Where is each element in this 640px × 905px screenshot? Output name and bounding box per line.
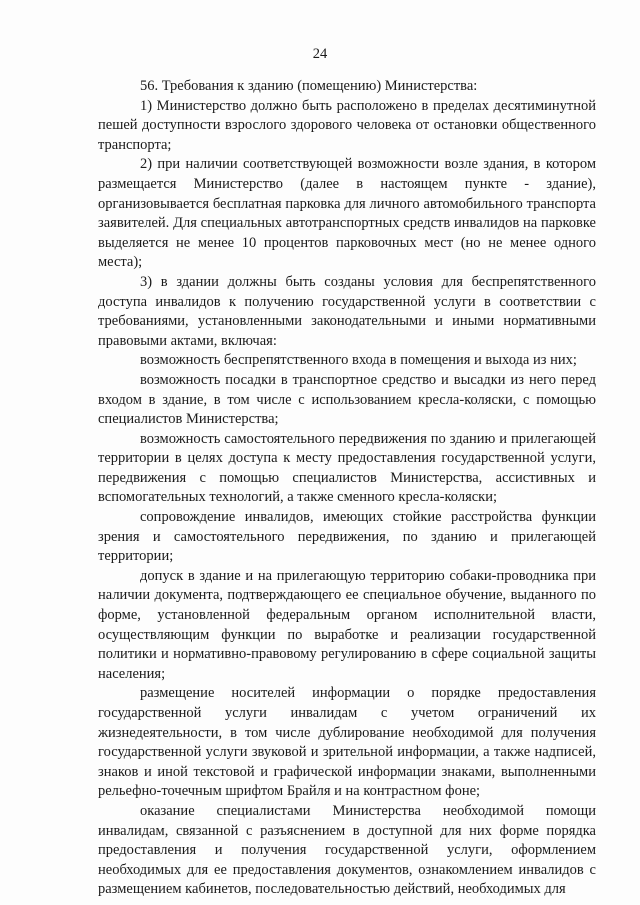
paragraph-item-3: 3) в здании должны быть созданы условия для беспрепятственного доступа инвалидов к получению государственной услуги в соответствии с требованиями, установленными законодательными и иными нормативными правовыми актами, включая: [98, 273, 596, 349]
paragraph-independent-movement: возможность самостоятельного передвижения по зданию и прилегающей территории в целях доступа к месту предоставления государственной услуги, передвижения с помощью специалистов Министерства, ассистивных и вспомогательных технологий, а также сменного кресла-коляски; [98, 430, 596, 506]
paragraph-section-56-heading: 56. Требования к зданию (помещению) Министерства: [140, 78, 478, 94]
paragraph-vehicle-boarding: возможность посадки в транспортное средство и высадки из него перед входом в здание, в том числе с использованием кресла-коляски, с помощью специалистов Министерства; [98, 371, 596, 428]
paragraph-entrance-access: возможность беспрепятственного входа в помещения и выхода из них; [140, 352, 577, 369]
page-number: 24 [312, 46, 328, 62]
paragraph-staff-assistance: оказание специалистами Министерства необходимой помощи инвалидам, связанной с разъяснением в доступной для них форме порядка предоставления и получения государственной услуги, оформлением необходимых для ее предоставления документов, ознакомлением инвалидов с размещением кабинетов, последовательностью действий, необходимых для [98, 802, 596, 898]
paragraph-information-media: размещение носителей информации о порядке предоставления государственной услуги инвалидам с учетом ограничений их жизнедеятельности, в том числе дублирование необходимой для получения государственной услуги звуковой и зрительной информации, а также надписей, знаков и иной текстовой и графической информации знаками, выполненными рельефно-точечным шрифтом Брайля и на контрастном фоне; [98, 685, 596, 800]
paragraph-item-2: 2) при наличии соответствующей возможности возле здания, в котором размещается Министерство (далее в настоящем пункте - здание), организовывается бесплатная парковка для личного автомобильного транспорта заявителей. Для специальных автотранспортных средств инвалидов на парковке выделяется не менее 10 процентов парковочных мест (но не менее одного места); [98, 156, 596, 271]
paragraph-escort: сопровождение инвалидов, имеющих стойкие расстройства функции зрения и самостоятельного передвижения, по зданию и прилегающей территории; [98, 509, 596, 565]
paragraph-guide-dog: допуск в здание и на прилегающую территорию собаки-проводника при наличии документа, подтверждающего ее специальное обучение, выданного по форме, установленной федеральным органом исполнительной власти, осуществляющим функции по выработке и реализации государственной политики и нормативно-правовому регулированию в сфере социальной защиты населения; [98, 567, 596, 682]
document-body [98, 77, 596, 900]
paragraph-item-1: 1) Министерство должно быть расположено в пределах десятиминутной пешей доступности взрослого здорового человека от остановки общественного транспорта; [98, 97, 596, 153]
